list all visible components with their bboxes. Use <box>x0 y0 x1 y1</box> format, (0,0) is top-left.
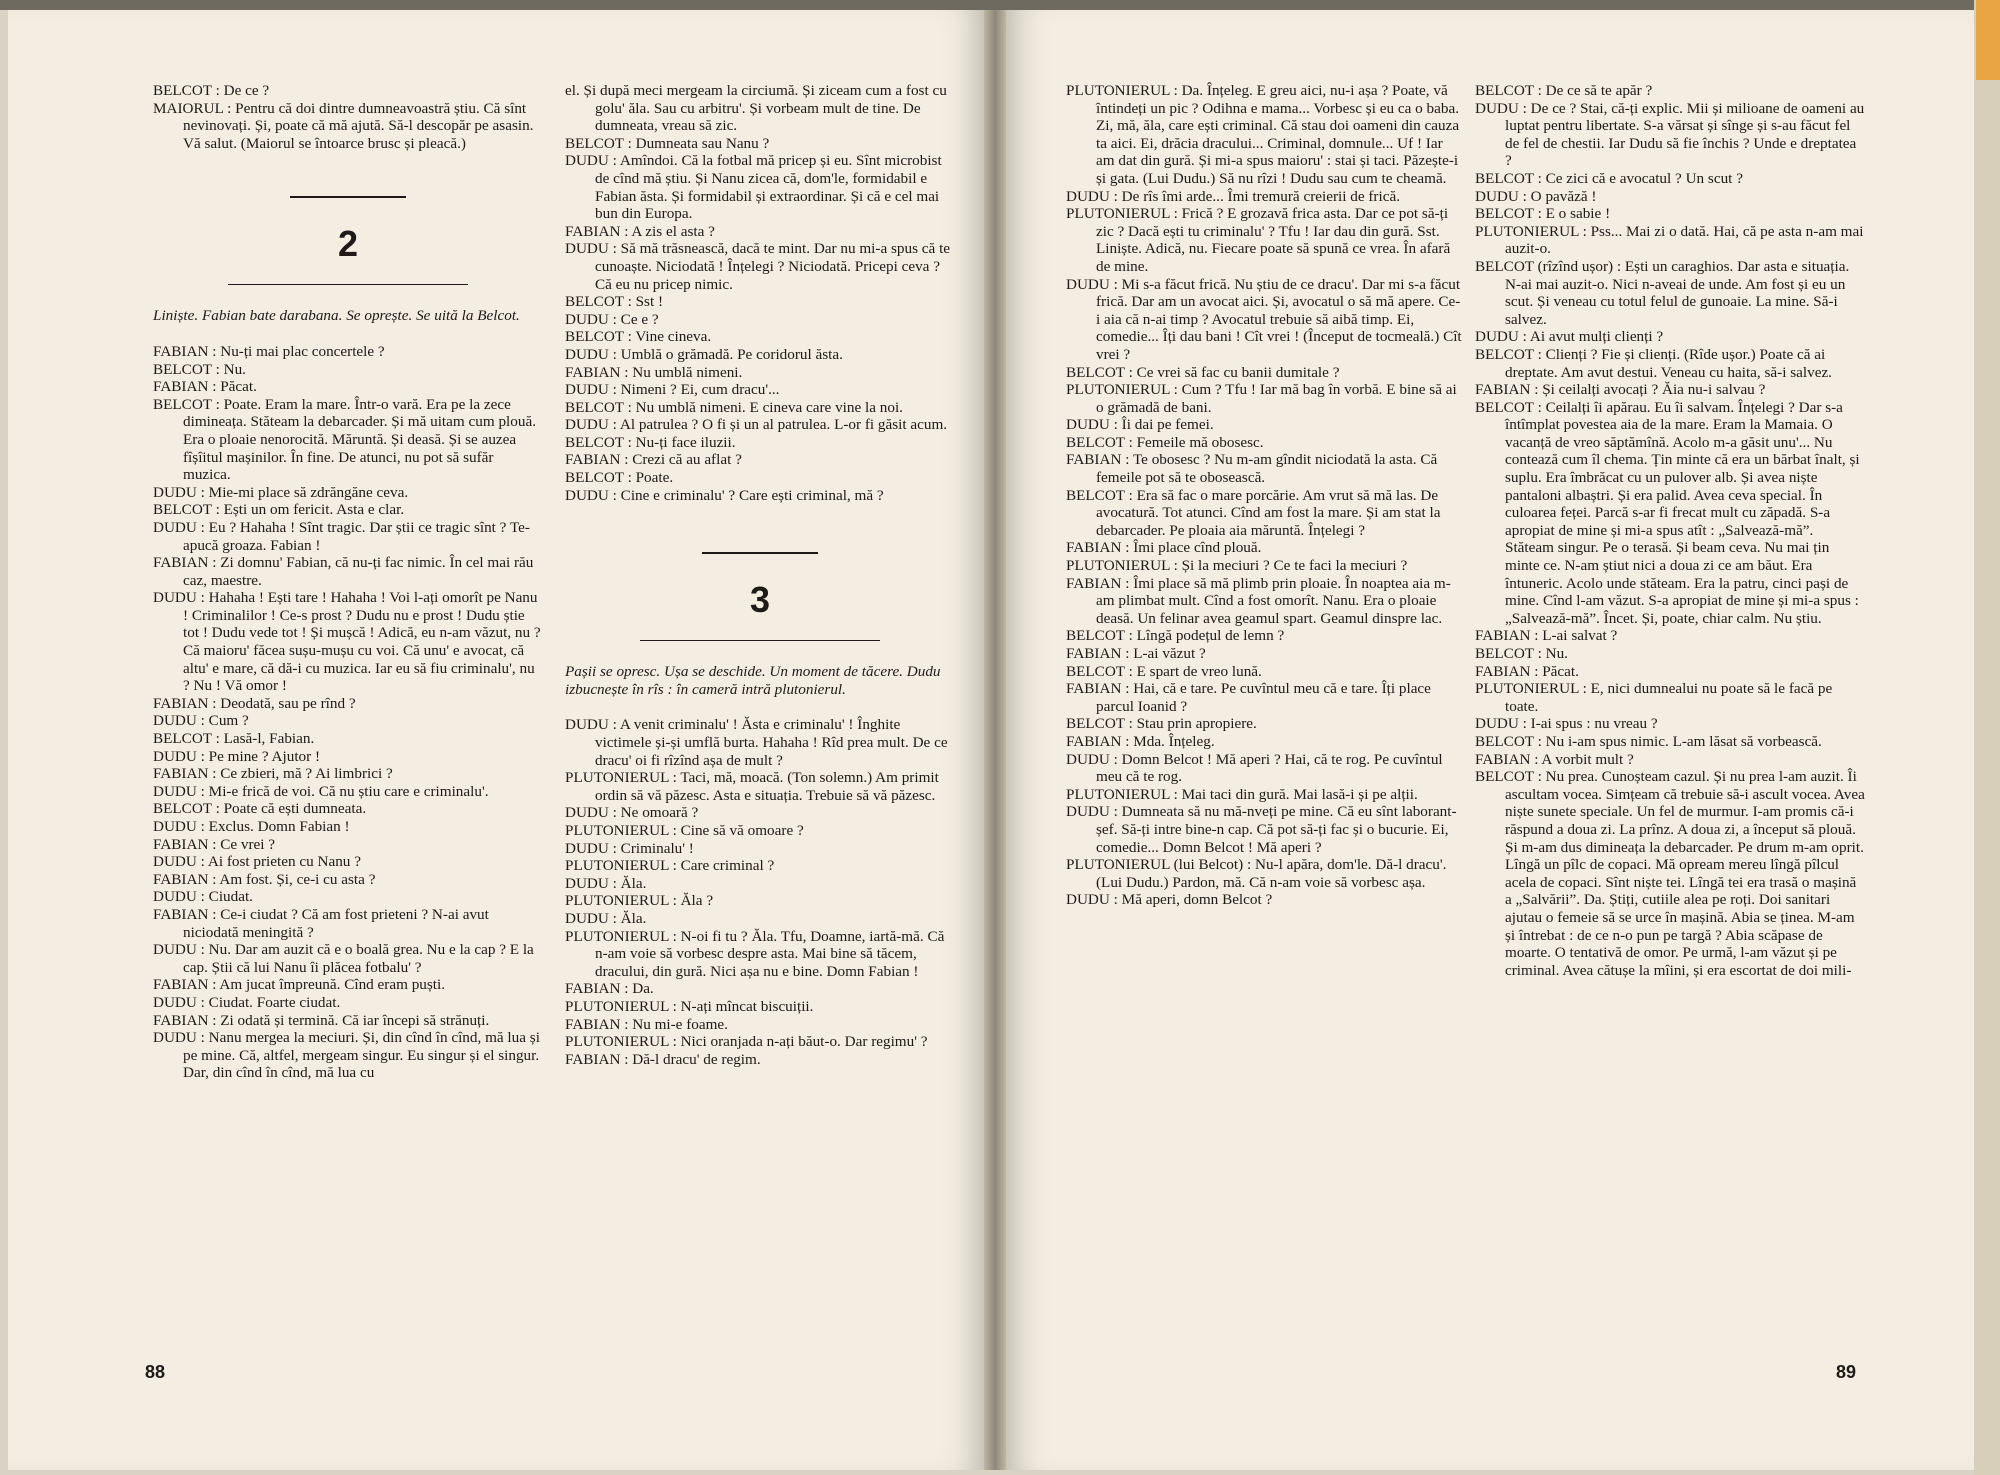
bookmark-tab <box>1976 0 2000 80</box>
top-shadow <box>0 0 2000 10</box>
scene-rule <box>640 640 880 641</box>
line: FABIAN : Nu umblă nimeni. <box>565 363 743 381</box>
line: BELCOT : Ceilalți îi apărau. Eu îi salvam. Înțelegi ? Dar s-a întîmplat povestea aia de la mare. Eram la Mamaia. O vacanță de vreo săptămînă. Acolo m-a găsit unu'... Nu contează cum îl chema. Țin minte că era un bărbat înalt, și suplu. Era îmbrăcat cu un pulover alb. Și avea niște pantaloni albaștri. Și era palid. Avea ceva special. În culoarea feței. Parcă s-ar fi frecat mult cu zăpadă. S-a apropiat de mine și mi-a spus atît : „Salvează-mă”. Stăteam singur. Pe o terasă. Și beam ceva. Nu mai țin minte ce. N-am știut nici a doua zi ce am băut. Era întuneric. Acolo unde stăteam. Era la patru, cinci pași de mine. Cînd l-am văzut. S-a apropiat de mine și mi-a spus : „Salvează-mă”. Încet. Și, poate, chiar calm. Nu știu. <box>1475 398 1860 627</box>
line: DUDU : I-ai spus : nu vreau ? <box>1475 715 1658 733</box>
line: DUDU : Ai fost prieten cu Nanu ? <box>153 853 361 871</box>
scene-rule <box>702 552 818 554</box>
line: PLUTONIERUL : Mai taci din gură. Mai lasă-i și pe alții. <box>1066 785 1418 803</box>
line: FABIAN : Dă-l dracu' de regim. <box>565 1050 761 1068</box>
line: DUDU : Dumneata să nu mă-nveți pe mine. Că eu sînt laborant-șef. Să-ți intre bine-n cap. Că pot să-ți fac și o bucurie. Ei, comedie... Domn Belcot ! Mă aperi ? <box>1066 803 1457 856</box>
line: DUDU : De rîs îmi arde... Îmi tremură creierii de frică. <box>1066 187 1400 205</box>
line: FABIAN : Da. <box>565 980 654 998</box>
line: BELCOT : Poate. <box>565 469 674 487</box>
line: DUDU : Ce e ? <box>565 310 659 328</box>
line: DUDU : Mi-e frică de voi. Că nu știu care e criminalu'. <box>153 782 489 800</box>
line: BELCOT : De ce ? <box>153 82 270 99</box>
line: PLUTONIERUL : Nici oranjada n-ați băut-o. Dar regimu' ? <box>565 1033 928 1051</box>
line: BELCOT : Poate că ești dumneata. <box>153 800 367 818</box>
line: FABIAN : Crezi că au aflat ? <box>565 451 742 469</box>
line: PLUTONIERUL : Frică ? E grozavă frica asta. Dar ce pot să-ți zic ? Dacă ești tu criminalu' ? Tfu ! Iar dau din gură. Sst. Liniște. Adică, nu. Fiecare poate să spună ce vrea. În afară de mine. <box>1066 205 1451 275</box>
line: FABIAN : Păcat. <box>153 378 257 396</box>
line: FABIAN : Păcat. <box>1475 662 1579 680</box>
column-4 <box>1475 82 1865 979</box>
line: DUDU : Ne omoară ? <box>565 804 699 822</box>
line: DUDU : Nimeni ? Ei, cum dracu'... <box>565 381 780 399</box>
page-number: 88 <box>145 1362 166 1382</box>
line: DUDU : Mi s-a făcut frică. Nu știu de ce dracu'. Dar mi s-a făcut frică. Dar am un avocat aici. Și, avocatul o să mă apere. Ce-i aia că n-ai timp ? Avocatul trebuie să aibă timp. Ei, comedie... Îți dau bani ! Cît vrei ! (Început de tocmeală.) Cît vrei ? <box>1066 275 1462 363</box>
column-1 <box>153 82 543 1082</box>
line: BELCOT : Nu-ți face iluzii. <box>565 433 736 451</box>
line: FABIAN : Zi domnu' Fabian, că nu-ți fac nimic. În cel mai rău caz, maestre. <box>153 554 534 589</box>
line: BELCOT : Stau prin apropiere. <box>1066 715 1257 733</box>
scene-rule <box>228 284 468 285</box>
column-3 <box>1066 82 1463 909</box>
line: DUDU : Amîndoi. Că la fotbal mă pricep și eu. Sînt microbist de cînd mă știu. Și Nanu zicea că, dom'le, formidabil e Fabian ăsta. Și formidabil și extraordinar. Și că e cel mai bun din Europa. <box>565 152 942 223</box>
line: PLUTONIERUL : Cine să vă omoare ? <box>565 822 804 839</box>
line: DUDU : Cum ? <box>153 712 249 730</box>
line: DUDU : Cine e criminalu' ? Care ești criminal, mă ? <box>565 486 884 504</box>
line: FABIAN : Îmi place cînd plouă. <box>1066 539 1262 557</box>
line: BELCOT (rîzînd ușor) : Ești un caraghios. Dar asta e situația. N-ai mai auzit-o. Nici n-aveai de unde. Am fost și eu un scut. Și veneau cu totul felul de gunoaie. La mine. Să-i salvez. <box>1475 257 1850 328</box>
line: BELCOT : Ești un om fericit. Asta e clar. <box>153 501 405 519</box>
line: BELCOT : Vine cineva. <box>565 328 712 346</box>
line: BELCOT : Lîngă podețul de lemn ? <box>1066 627 1285 645</box>
line: FABIAN : Nu-ți mai plac concertele ? <box>153 342 385 360</box>
line: DUDU : Ăla. <box>565 909 647 927</box>
line: DUDU : Să mă trăsnească, dacă te mint. Dar nu mi-a spus că te cunoaște. Niciodată ! Înțelegi ? Niciodată. Pricepi ceva ? Că eu nu pricep nimic. <box>565 240 951 293</box>
line: BELCOT : Poate. Eram la mare. Într-o vară. Era pe la zece dimineața. Stăteam la debarcader. Și mă uitam cum plouă. Era o ploaie nenorocită. Măruntă. Și deasă. Și se auzea fîșîitul mașinilor. În fine. De atunci, nu pot să sufăr muzica. <box>153 395 536 484</box>
line: FABIAN : Hai, că e tare. Pe cuvîntul meu că e tare. Îți place parcul Ioanid ? <box>1066 680 1431 715</box>
line: BELCOT : Lasă-l, Fabian. <box>153 730 315 748</box>
line: FABIAN : A vorbit mult ? <box>1475 750 1634 768</box>
line: FABIAN : Ce-i ciudat ? Că am fost prieteni ? N-ai avut niciodată meningită ? <box>153 905 489 941</box>
line: BELCOT : E spart de vreo lună. <box>1066 662 1262 680</box>
line: FABIAN : Zi odată și termină. Că iar începi să strănuți. <box>153 1011 490 1029</box>
scene-rule <box>290 196 406 198</box>
line: BELCOT : Sst ! <box>565 293 664 311</box>
line: FABIAN : Ce vrei ? <box>153 835 276 853</box>
line: DUDU : Ciudat. Foarte ciudat. <box>153 993 341 1011</box>
line: DUDU : Ciudat. <box>153 888 253 906</box>
line: DUDU : Nanu mergea la meciuri. Și, din cînd în cînd, mă lua și pe mine. Că, altfel, mergeam singur. Eu singur și el singur. Dar, din cînd în cînd, mă lua cu <box>153 1029 540 1082</box>
line: PLUTONIERUL : N-ați mîncat biscuiții. <box>565 997 814 1015</box>
scene-number: 2 <box>337 223 359 265</box>
line: DUDU : Pe mine ? Ajutor ! <box>153 747 321 765</box>
line: FABIAN : Am jucat împreună. Cînd eram puști. <box>153 976 446 994</box>
line: FABIAN : Mda. Înțeleg. <box>1066 732 1215 750</box>
book-gutter <box>984 10 1006 1470</box>
line: DUDU : Al patrulea ? O fi și un al patrulea. L-or fi găsit acum. <box>565 416 948 434</box>
line: BELCOT : Nu umblă nimeni. E cineva care vine la noi. <box>565 398 903 416</box>
line: DUDU : Nu. Dar am auzit că e o boală grea. Nu e la cap ? E la cap. Știi că lui Nanu îi plăcea fotbalu' ? <box>153 941 534 976</box>
line: DUDU : De ce ? Stai, că-ți explic. Mii și milioane de oameni au luptat pentru libertate. S-a vărsat și sînge și s-au făcut fel de fel de chestii. Iar Dudu să fie închis ? Unde e dreptatea ? <box>1475 99 1865 170</box>
line: DUDU : Domn Belcot ! Mă aperi ? Hai, că te rog. Pe cuvîntul meu că te rog. <box>1066 750 1443 786</box>
scene-number: 3 <box>749 579 771 621</box>
line: MAIORUL : Pentru că doi dintre dumneavoastră știu. Că sînt nevinovați. Și, poate că mă ajută. Să-l descopăr pe asasin. Vă salut. (Maiorul se întoarce brusc și pleacă.) <box>153 99 534 152</box>
book-edge <box>1974 0 2000 1475</box>
line: DUDU : Ăla. <box>565 874 647 892</box>
line: FABIAN : Nu mi-e foame. <box>565 1015 728 1033</box>
line: BELCOT : De ce să te apăr ? <box>1475 82 1653 99</box>
line: FABIAN : Îmi place să mă plimb prin ploaie. În noaptea aia m-am plimbat mult. Cînd a fost omorît. Nanu. Era o ploaie deasă. Un felinar avea geamul spart. Geamul dinspre lac. <box>1066 574 1451 627</box>
line: BELCOT : Dumneata sau Nanu ? <box>565 134 770 152</box>
line: PLUTONIERUL : Și la meciuri ? Ce te faci la meciuri ? <box>1066 557 1408 575</box>
line: PLUTONIERUL : Ăla ? <box>565 892 714 910</box>
line: PLUTONIERUL (lui Belcot) : Nu-l apăra, dom'le. Dă-l dracu'. (Lui Dudu.) Pardon, mă. Că n-am voie să vorbesc așa. <box>1066 856 1447 891</box>
stage-direction: Pașii se opresc. Ușa se deschide. Un moment de tăcere. Dudu izbucnește în rîs : în cameră intră plutonierul. <box>565 663 941 698</box>
line: PLUTONIERUL : Taci, mă, moacă. (Ton solemn.) Am primit ordin să vă păzesc. Asta e situația. Trebuie să vă păzesc. <box>565 769 939 804</box>
line: BELCOT : Nu prea. Cunoșteam cazul. Și nu prea l-am auzit. Îi ascultam vocea. Simțeam că trebuie să-i ascult vocea. Avea niște sunete speciale. Un fel de murmur. I-am promis că-i răspund a doua zi. La prînz. A doua zi, a început să plouă. Și m-am dus dimineața la debarcader. Pe drum m-am oprit. Lîngă un pîlc de copaci. Mă opream mereu lîngă pîlcul acela de copaci. Sînt niște tei. Lîngă tei era trasă o mașină a „Salvării”. Da. Știți, cutiile alea pe roți. Doi sanitari ajutau o femeie să se urce în mașină. Abia se ținea. M-am și întrebat : de ce n-o pun pe targă ? Abia scăpase de moarte. O tentativă de omor. Pe urmă, l-am văzut și pe criminal. Avea cătușe la mîini, și era escortat de doi mili- <box>1475 768 1865 979</box>
line: BELCOT : E o sabie ! <box>1475 205 1611 223</box>
line: FABIAN : Și ceilalți avocați ? Ăia nu-i salvau ? <box>1475 381 1766 399</box>
line: BELCOT : Femeile mă obosesc. <box>1066 433 1264 451</box>
line: DUDU : Ai avut mulți clienți ? <box>1475 328 1664 346</box>
line: PLUTONIERUL : N-oi fi tu ? Ăla. Tfu, Doamne, iartă-mă. Că n-am voie să vorbesc despre asta. Mai bine să tăcem, dracului, din gură. Nici așa nu e bine. Domn Fabian ! <box>565 927 945 980</box>
right-page <box>1006 10 1974 1470</box>
left-page <box>8 10 984 1470</box>
line: FABIAN : L-ai văzut ? <box>1066 645 1206 662</box>
line: DUDU : Mie-mi place să zdrăngăne ceva. <box>153 483 409 501</box>
line: DUDU : Mă aperi, domn Belcot ? <box>1066 891 1273 909</box>
column-2 <box>565 82 955 1068</box>
line: DUDU : Hahaha ! Ești tare ! Hahaha ! Voi l-ați omorît pe Nanu ! Criminalilor ! Ce-s prost ? Dudu nu e prost ! Dudu știe tot ! Dudu vede tot ! Și mușcă ! Adică, eu n-am văzut, nu ? Că maioru' făcea sușu-mușu cu voi. Că unu' e avocat, că altu' e mare, că dă-i cu muzica. Iar eu să fiu criminalu', nu ? Nu ! Vă omor ! <box>153 589 541 695</box>
scene-heading-2 <box>153 196 543 285</box>
line: DUDU : O pavăză ! <box>1475 187 1597 205</box>
line: PLUTONIERUL : Care criminal ? <box>565 857 775 875</box>
line: FABIAN : L-ai salvat ? <box>1475 627 1618 645</box>
line: PLUTONIERUL : Pss... Mai zi o dată. Hai, că pe asta n-am mai auzit-o. <box>1475 222 1864 258</box>
line: BELCOT : Clienți ? Fie și clienți. (Rîde ușor.) Poate că ai dreptate. Am avut destui. Veneau cu haita, să-i salvez. <box>1475 345 1832 381</box>
line: BELCOT : Nu. <box>1475 645 1568 662</box>
stage-direction: Liniște. Fabian bate darabana. Se oprește. Se uită la Belcot. <box>153 307 520 325</box>
line: DUDU : Exclus. Domn Fabian ! <box>153 818 350 835</box>
line: PLUTONIERUL : Cum ? Tfu ! Iar mă bag în vorbă. E bine să ai o grămadă de bani. <box>1066 381 1457 416</box>
page-number: 89 <box>1836 1362 1857 1382</box>
line: BELCOT : Era să fac o mare porcărie. Am vrut să mă las. De avocatură. Tot atunci. Cînd am fost la mare. Și am stat la debarcader. Pe ploaia aia măruntă. Înțelegi ? <box>1066 486 1441 539</box>
line: FABIAN : Ce zbieri, mă ? Ai limbrici ? <box>153 765 393 783</box>
line: FABIAN : Am fost. Și, ce-i cu asta ? <box>153 870 376 888</box>
line: BELCOT : Ce zici că e avocatul ? Un scut ? <box>1475 169 1743 187</box>
line: BELCOT : Ce vrei să fac cu banii dumitale ? <box>1066 363 1340 381</box>
line: DUDU : Îi dai pe femei. <box>1066 416 1214 434</box>
line: FABIAN : A zis el asta ? <box>565 222 715 240</box>
line: DUDU : Eu ? Hahaha ! Sînt tragic. Dar știi ce tragic sînt ? Te-apucă groaza. Fabian ! <box>153 518 530 554</box>
line: DUDU : Criminalu' ! <box>565 839 694 857</box>
line: FABIAN : Deodată, sau pe rînd ? <box>153 694 356 712</box>
line: DUDU : A venit criminalu' ! Ăsta e criminalu' ! Înghite victimele și-și umflă burta. Hahaha ! Rîd prea mult. De ce dracu' oi fi rîzînd așa de mult ? <box>565 716 948 769</box>
line: BELCOT : Nu. <box>153 360 246 378</box>
line: PLUTONIERUL : E, nici dumnealui nu poate să le facă pe toate. <box>1475 680 1833 715</box>
line: BELCOT : Nu i-am spus nimic. L-am lăsat să vorbească. <box>1475 732 1822 750</box>
line: el. Și după meci mergeam la circiumă. Și ziceam cum a fost cu golu' ăla. Sau cu arbitru'. Și vorbeam mult de tine. De dumneata, vreau să zic. <box>565 82 947 135</box>
line: PLUTONIERUL : Da. Înțeleg. E greu aici, nu-i așa ? Poate, vă întindeți un pic ? Odihna e mama... Vorbesc și eu ca o baba. Zi, mă, ăla, care ești criminal. Că stau doi oameni din cauza ta aici. Ei, drăcia dracului... Criminal, domnule... Uf ! Iar am dat din gură. Și mi-a spus maioru' : stai și taci. Păzește-i și gata. (Lui Dudu.) Să nu rîzi ! Dudu sau cum te cheamă. <box>1066 82 1460 187</box>
line: FABIAN : Te obosesc ? Nu m-am gîndit niciodată la asta. Că femeile pot să te obosească. <box>1066 451 1438 487</box>
scene-heading-3 <box>565 552 955 641</box>
line: DUDU : Umblă o grămadă. Pe coridorul ăsta. <box>565 345 843 363</box>
